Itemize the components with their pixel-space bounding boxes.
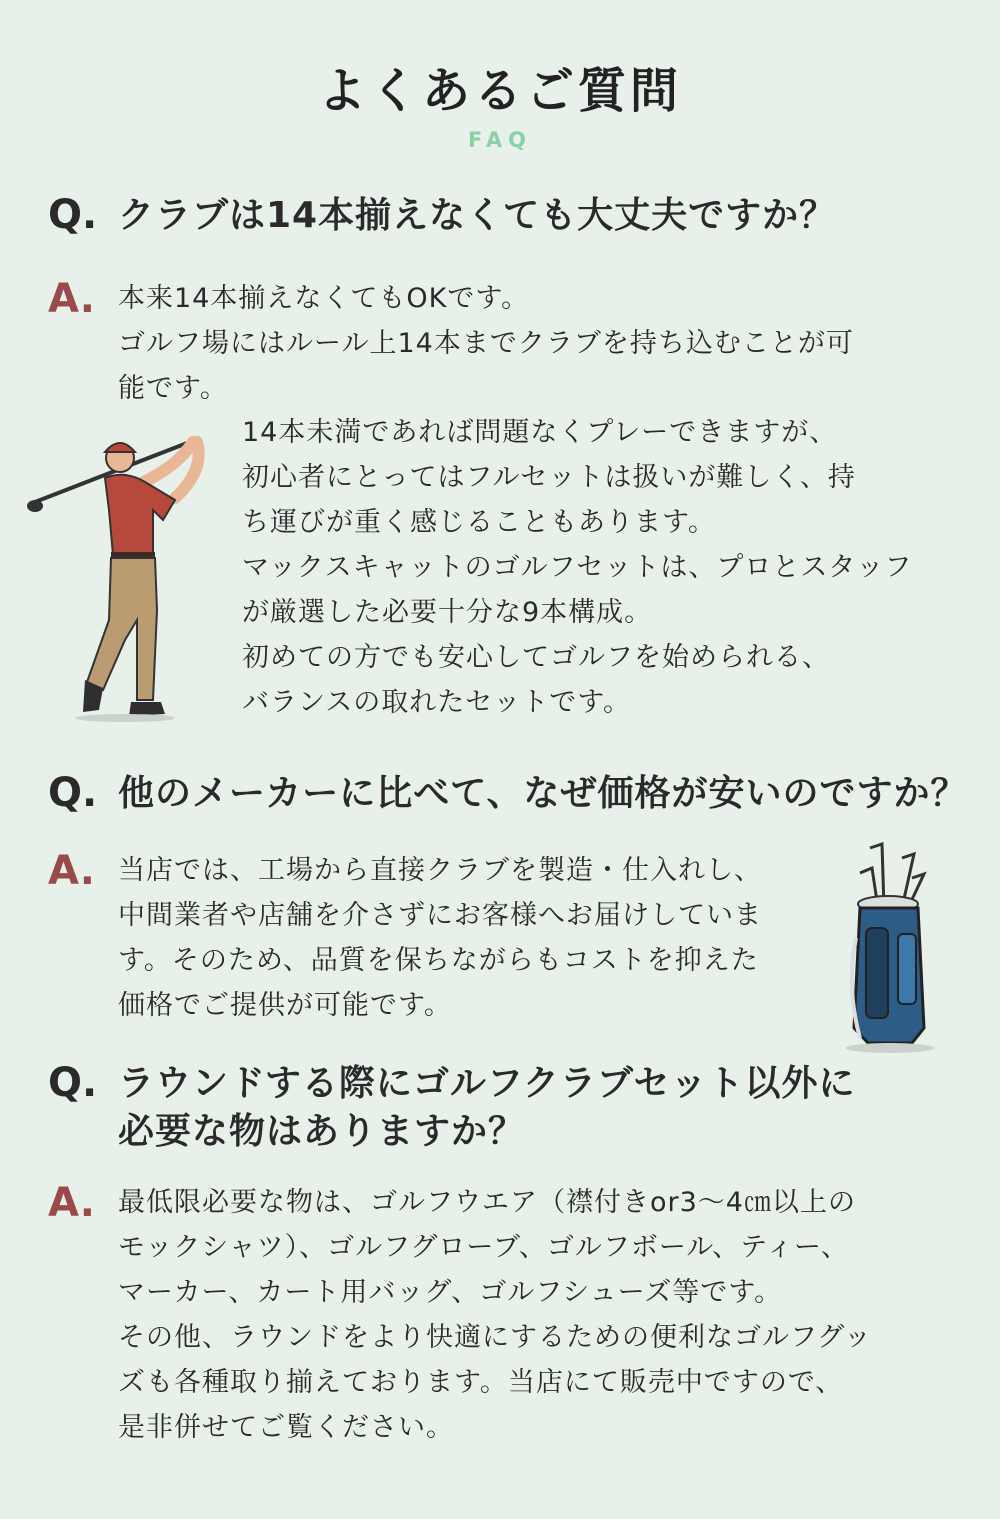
answer-text: [118, 848, 762, 1028]
answer-line: 価格でご提供が可能です。: [118, 990, 452, 1021]
answer-line: マックスキャットのゴルフセットは、プロとスタッフ: [242, 552, 913, 583]
answer-line: 初めての方でも安心してゴルフを始められる、: [242, 642, 830, 673]
question-text: 他のメーカーに比べて、なぜ価格が安いのですか？: [118, 773, 968, 814]
a-mark: A.: [48, 276, 95, 322]
answer-line: 中間業者や店舗を介さずにお客様へお届けしていま: [118, 900, 762, 931]
answer-line: 是非併せてご覧ください。: [118, 1412, 454, 1443]
question-line: ラウンドする際にゴルフクラブセット以外に: [118, 1063, 856, 1104]
answer-line: が厳選した必要十分な9本構成。: [242, 597, 653, 628]
answer-line: す。そのため、品質を保ちながらもコストを抑えた: [118, 945, 759, 976]
answer-line: 当店では、工場から直接クラブを製造・仕入れし、: [118, 855, 762, 886]
golfer-illustration: [25, 430, 215, 725]
faq-answer-2: [48, 848, 762, 1028]
question-text: [118, 1060, 855, 1156]
answer-line: その他、ラウンドをより快適にするための便利なゴルフグッ: [118, 1322, 872, 1353]
q-mark: Q.: [48, 1060, 98, 1106]
question-text: クラブは14本揃えなくても大丈夫ですか？: [118, 195, 837, 236]
answer-line: 初心者にとってはフルセットは扱いが難しく、持: [242, 462, 856, 493]
answer-line: 最低限必要な物は、ゴルフウエア（襟付きor3～4㎝以上の: [118, 1187, 856, 1218]
answer-line: 14本未満であれば問題なくプレーできますが、: [242, 417, 838, 448]
answer-text-continued: [242, 410, 912, 725]
answer-line: モックシャツ）、ゴルフグローブ、ゴルフボール、ティー、: [118, 1232, 849, 1263]
answer-text: [118, 1180, 872, 1450]
answer-line: ち運びが重く感じることもあります。: [242, 507, 716, 538]
page-title: よくあるご質問: [317, 63, 682, 119]
faq-answer-3: [48, 1180, 872, 1450]
question-line: 必要な物はありますか？: [118, 1111, 526, 1152]
faq-question-1: [48, 192, 836, 240]
answer-line: マーカー、カート用バッグ、ゴルフシューズ等です。: [118, 1277, 783, 1308]
q-mark: Q.: [48, 770, 98, 816]
a-mark: A.: [48, 848, 95, 894]
faq-answer-1: [48, 276, 854, 411]
answer-line: 本来14本揃えなくてもOKです。: [118, 283, 530, 314]
answer-text: [118, 276, 854, 411]
faq-question-2: [48, 770, 968, 818]
answer-line: バランスの取れたセットです。: [242, 687, 632, 718]
a-mark: A.: [48, 1180, 95, 1226]
q-mark: Q.: [48, 192, 98, 238]
golf-bag-illustration: [842, 838, 942, 1058]
answer-line: 能です。: [118, 373, 228, 404]
answer-line: ゴルフ場にはルール上14本までクラブを持ち込むことが可: [118, 328, 854, 359]
page-subtitle: FAQ: [467, 128, 533, 152]
answer-line: ズも各種取り揃えております。当店にて販売中ですので、: [118, 1367, 844, 1398]
faq-question-3: [48, 1060, 855, 1156]
